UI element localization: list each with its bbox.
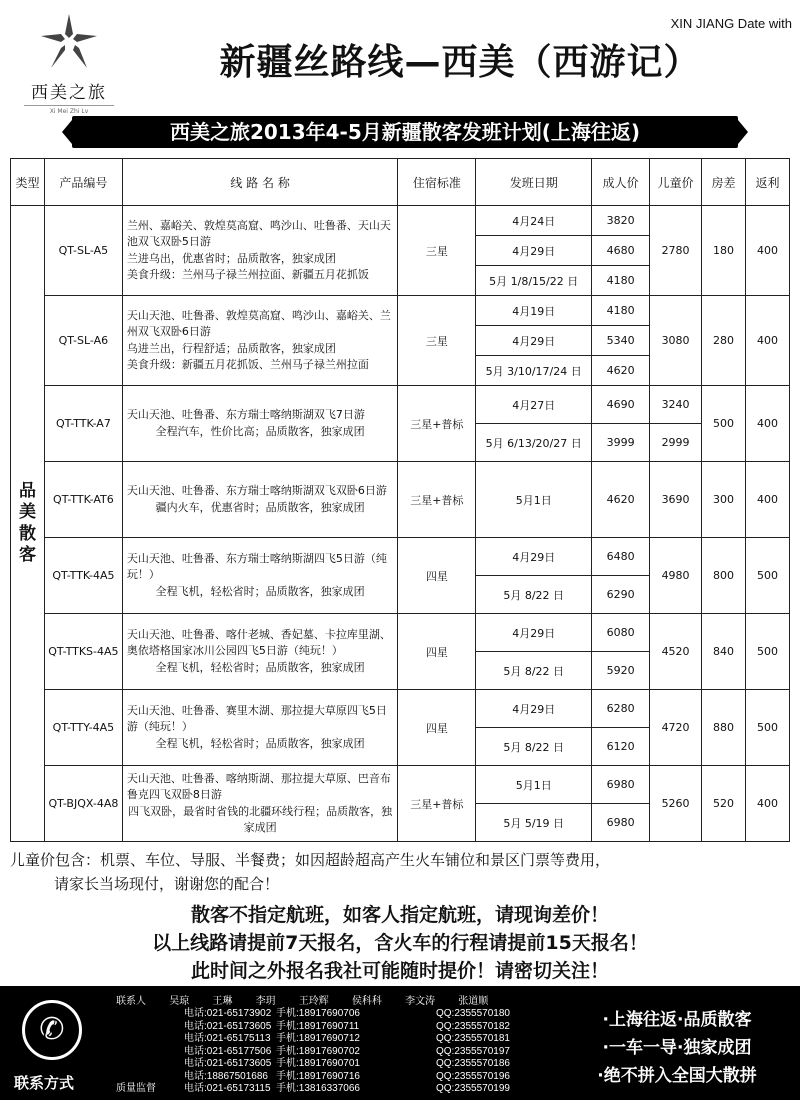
contact-row (116, 1021, 510, 1034)
contact-name: 吴琼 (169, 996, 190, 1007)
header-type: 类型 (11, 159, 45, 206)
room-difference: 800 (702, 538, 746, 614)
product-code: QT-TTK-A7 (44, 386, 122, 462)
phone-number: 电话:18867501686 (184, 1070, 268, 1082)
notice-line-2: 请家长当场现付，谢谢您的配合！ (54, 875, 280, 893)
departure-date: 4月29日 (476, 326, 592, 356)
route-line: 四飞双卧，最省时省钱的北疆环线行程；品质散客，独家成团 (128, 804, 393, 834)
banner-left-arrow (62, 120, 72, 144)
category-cell (11, 206, 45, 842)
category-char: 品 (18, 481, 36, 501)
hotel-standard: 四星 (398, 614, 476, 690)
category-char: 客 (18, 544, 36, 565)
phone-number: 电话:021-65173605 (184, 1058, 272, 1069)
header-child-price: 儿童价 (650, 159, 702, 206)
adult-price: 4620 (592, 462, 650, 538)
adult-price: 6980 (592, 804, 650, 842)
table-row (11, 386, 790, 424)
child-price: 2999 (650, 424, 702, 462)
slogan: ·绝不拼入全国大散拼 (597, 1066, 757, 1086)
rebate: 400 (746, 206, 790, 296)
child-price: 3240 (650, 386, 702, 424)
hotel-standard: 四星 (398, 538, 476, 614)
room-difference: 520 (702, 766, 746, 842)
table-row (11, 614, 790, 652)
header-adult-price: 成人价 (592, 159, 650, 206)
departure-date: 5月1日 (476, 766, 592, 804)
route-description (122, 206, 398, 296)
departure-date: 4月29日 (476, 614, 592, 652)
route-line: 乌进兰出，行程舒适；品质散客，独家成团 (126, 341, 336, 355)
adult-price: 4180 (592, 296, 650, 326)
qq-number: QQ:2355570197 (436, 1045, 510, 1057)
hotel-standard: 三星 (398, 206, 476, 296)
route-line: 全程飞机，轻松省时；品质散客，独家成团 (155, 660, 365, 674)
child-price: 3690 (650, 462, 702, 538)
slogan: ·一车一导·独家成团 (602, 1038, 752, 1058)
table-row (11, 462, 790, 538)
contact-row (116, 1083, 510, 1096)
adult-price: 6980 (592, 766, 650, 804)
rebate: 400 (746, 296, 790, 386)
contact-row (116, 1033, 510, 1046)
contact-row (116, 1058, 510, 1071)
product-code: QT-TTKS-4A5 (44, 614, 122, 690)
route-line: 天山天池、吐鲁番、赛里木湖、那拉提大草原四飞5日游（纯玩！） (126, 703, 387, 734)
mobile-number: 手机:18917690712 (276, 1033, 360, 1044)
header-room-diff: 房差 (702, 159, 746, 206)
contact-name: 李玥 (255, 996, 276, 1007)
hotel-standard: 三星 (398, 296, 476, 386)
route-line: 兰进乌出，优惠省时；品质散客，独家成团 (126, 251, 336, 265)
room-difference: 500 (702, 386, 746, 462)
adult-price: 3820 (592, 206, 650, 236)
table-row (11, 296, 790, 326)
route-description (122, 538, 398, 614)
route-description (122, 766, 398, 842)
logo-name: 西美之旅 (31, 83, 107, 103)
child-price-notice (10, 848, 790, 896)
departure-date: 4月29日 (476, 538, 592, 576)
adult-price: 6080 (592, 614, 650, 652)
contact-name: 张道顺 (458, 996, 489, 1007)
header-hotel: 住宿标准 (398, 159, 476, 206)
contact-rows (116, 1008, 510, 1096)
banner-right-arrow (738, 120, 748, 144)
schedule-banner: 西美之旅2013年4-5月新疆散客发班计划(上海往返) (72, 116, 738, 148)
product-code: QT-SL-A6 (44, 296, 122, 386)
route-line: 天山天池、吐鲁番、敦煌莫高窟、鸣沙山、嘉峪关、兰州双飞双卧6日游 (126, 308, 391, 338)
child-price: 4520 (650, 614, 702, 690)
hotel-standard: 三星+普标 (398, 462, 476, 538)
adult-price: 6280 (592, 690, 650, 728)
route-line: 疆内火车，优惠省时；品质散客，独家成团 (155, 500, 365, 514)
route-line: 美食升级：新疆五月花抓饭、兰州马子禄兰州拉面 (126, 358, 369, 371)
departure-date: 5月 8/22 日 (476, 728, 592, 766)
header-code: 产品编号 (44, 159, 122, 206)
departure-date: 4月19日 (476, 296, 592, 326)
adult-price: 6480 (592, 538, 650, 576)
departure-date: 5月 1/8/15/22 日 (476, 266, 592, 296)
product-code: QT-SL-A5 (44, 206, 122, 296)
hotel-standard: 三星+普标 (398, 766, 476, 842)
adult-price: 5340 (592, 326, 650, 356)
mobile-number: 手机:18917690702 (276, 1045, 360, 1057)
table-row (11, 690, 790, 728)
flight-notice: 散客不指定航班，如客人指定航班，请现询差价！ (190, 904, 609, 926)
brand-logo (14, 12, 124, 115)
contact-name: 侯科科 (351, 996, 382, 1007)
child-price: 4980 (650, 538, 702, 614)
contact-row (116, 1008, 510, 1021)
table-row (11, 766, 790, 804)
row-label: 质量监督 (116, 1083, 156, 1094)
header-rebate: 返利 (746, 159, 790, 206)
child-price: 5260 (650, 766, 702, 842)
phone-number: 电话:021-65173902 (184, 1008, 272, 1019)
table-row (11, 206, 790, 236)
logo-subtitle: Xi Mei Zhi Lv (24, 105, 114, 115)
rebate: 500 (746, 614, 790, 690)
departure-date: 4月24日 (476, 206, 592, 236)
phone-number: 电话:021-65175113 (184, 1033, 271, 1044)
child-price: 3080 (650, 296, 702, 386)
route-line: 美食升级：兰州马子禄兰州拉面、新疆五月花抓饭 (126, 268, 369, 281)
adult-price: 3999 (592, 424, 650, 462)
category-label (19, 481, 36, 565)
contact-row (116, 1046, 510, 1059)
mobile-number: 手机:18917690701 (276, 1058, 360, 1069)
room-difference: 880 (702, 690, 746, 766)
booking-notice: 以上线路请提前7天报名，含火车的行程请提前15天报名！ (152, 932, 648, 954)
route-line: 全程汽车，性价比高；品质散客，独家成团 (155, 424, 365, 438)
mobile-number: 手机:18917690706 (276, 1008, 360, 1019)
route-description (122, 690, 398, 766)
route-line: 天山天池、吐鲁番、喀纳斯湖、那拉提大草原、巴音布鲁克四飞双卧8日游 (126, 771, 391, 801)
contact-name: 李文涛 (405, 996, 436, 1007)
table-header-row (11, 159, 790, 206)
product-code: QT-TTK-4A5 (44, 538, 122, 614)
phone-number: 电话:021-65173115 (184, 1083, 271, 1094)
page-title: 新疆丝路线—西美（西游记） (219, 42, 701, 83)
route-line: 天山天池、吐鲁番、东方瑞士喀纳斯湖双飞7日游 (126, 408, 365, 421)
route-description (122, 386, 398, 462)
route-description (122, 614, 398, 690)
contact-label: 联系方式 (14, 1074, 75, 1092)
adult-price: 6290 (592, 576, 650, 614)
phone-icon: ✆ (22, 1000, 82, 1060)
top-right-caption: XIN JIANG Date with (670, 16, 792, 31)
slogan: ·上海往返·品质散客 (602, 1010, 752, 1030)
child-price: 4720 (650, 690, 702, 766)
departure-date: 5月1日 (476, 462, 592, 538)
schedule-table (10, 158, 790, 842)
category-char: 散 (18, 523, 36, 544)
room-difference: 180 (702, 206, 746, 296)
mobile-number: 手机:18917690711 (276, 1020, 360, 1032)
departure-date: 5月 8/22 日 (476, 576, 592, 614)
mobile-number: 手机:18917690716 (276, 1070, 360, 1082)
product-code: QT-BJQX-4A8 (44, 766, 122, 842)
room-difference: 840 (702, 614, 746, 690)
route-line: 全程飞机，轻松省时；品质散客，独家成团 (155, 584, 365, 598)
hotel-standard: 三星+普标 (398, 386, 476, 462)
rebate: 500 (746, 538, 790, 614)
adult-price: 5920 (592, 652, 650, 690)
hotel-standard: 四星 (398, 690, 476, 766)
departure-date: 5月 3/10/17/24 日 (476, 356, 592, 386)
header-date: 发班日期 (476, 159, 592, 206)
route-description (122, 296, 398, 386)
adult-price: 4680 (592, 236, 650, 266)
contact-name: 王玲辉 (298, 996, 329, 1007)
departure-date: 4月29日 (476, 236, 592, 266)
mobile-number: 手机:13816337066 (276, 1083, 360, 1094)
header-route: 线 路 名 称 (122, 159, 398, 206)
rebate: 400 (746, 766, 790, 842)
product-code: QT-TTY-4A5 (44, 690, 122, 766)
route-line: 全程飞机，轻松省时；品质散客，独家成团 (155, 736, 365, 750)
departure-date: 4月29日 (476, 690, 592, 728)
adult-price: 4690 (592, 386, 650, 424)
route-line: 天山天池、吐鲁番、东方瑞士喀纳斯湖四飞5日游（纯玩！） (126, 551, 387, 582)
table-row (11, 538, 790, 576)
names-label: 联系人 (116, 996, 146, 1007)
departure-date: 5月 8/22 日 (476, 652, 592, 690)
departure-date: 4月27日 (476, 386, 592, 424)
route-line: 天山天池、吐鲁番、东方瑞士喀纳斯湖双飞双卧6日游 (126, 484, 387, 497)
rebate: 500 (746, 690, 790, 766)
contact-footer (0, 986, 800, 1100)
notice-line-1: 儿童价包含：机票、车位、导服、半餐费；如因超龄超高产生火车铺位和景区门票等费用， (10, 851, 611, 869)
route-description (122, 462, 398, 538)
room-difference: 280 (702, 296, 746, 386)
qq-number: QQ:2355570196 (436, 1070, 510, 1082)
category-char: 美 (18, 502, 36, 523)
qq-number: QQ:2355570181 (436, 1033, 510, 1044)
departure-date: 5月 5/19 日 (476, 804, 592, 842)
room-difference: 300 (702, 462, 746, 538)
phone-number: 电话:021-65177506 (184, 1045, 272, 1057)
contact-row (116, 1071, 510, 1084)
child-price: 2780 (650, 206, 702, 296)
rebate: 400 (746, 462, 790, 538)
adult-price: 4620 (592, 356, 650, 386)
adult-price: 6120 (592, 728, 650, 766)
rebate: 400 (746, 386, 790, 462)
qq-number: QQ:2355570182 (436, 1020, 510, 1032)
star-logo-icon (39, 12, 99, 72)
route-line: 兰州、嘉峪关、敦煌莫高窟、鸣沙山、吐鲁番、天山天池双飞双卧5日游 (126, 218, 391, 248)
product-code: QT-TTK-AT6 (44, 462, 122, 538)
contact-names (116, 992, 508, 1007)
phone-number: 电话:021-65173605 (184, 1020, 272, 1032)
slogans (562, 1006, 792, 1090)
qq-number: QQ:2355570180 (436, 1008, 510, 1019)
qq-number: QQ:2355570186 (436, 1058, 510, 1069)
adult-price: 4180 (592, 266, 650, 296)
departure-date: 5月 6/13/20/27 日 (476, 424, 592, 462)
contact-name: 王琳 (212, 996, 233, 1007)
route-line: 天山天池、吐鲁番、喀什老城、香妃墓、卡拉库里湖、奥依塔格国家冰川公园四飞5日游（纯玩！） (126, 627, 391, 658)
price-notice: 此时间之外报名我社可能随时提价！请密切关注！ (190, 960, 609, 982)
qq-number: QQ:2355570199 (436, 1083, 510, 1094)
